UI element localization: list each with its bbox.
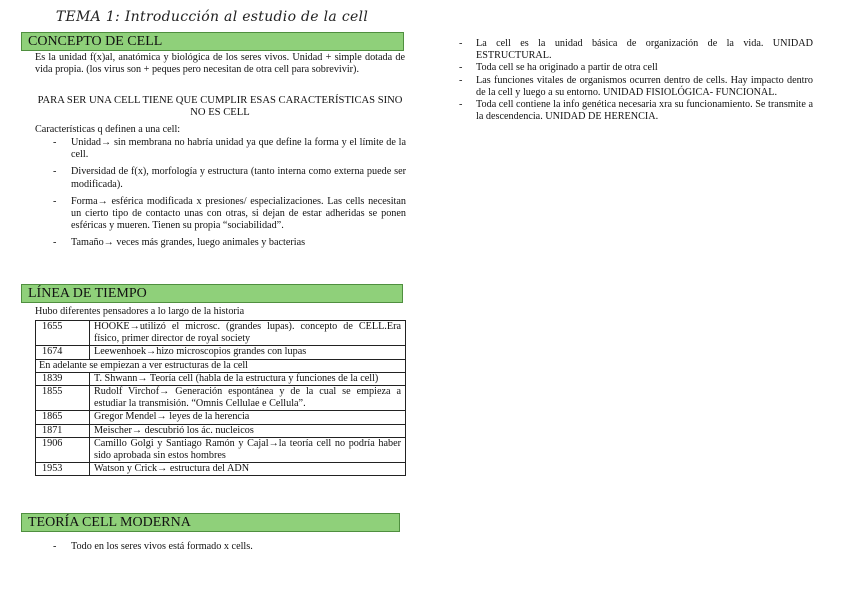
list-item: - Toda cell contiene la info genética necesaria xra su funcionamiento. Se transmite a la descendencia. UNIDAD DE HERENCIA. [456, 99, 813, 123]
timeline-year: 1865 [36, 411, 90, 424]
timeline-year: 1906 [36, 437, 90, 462]
page-title: TEMA 1: Introducción al estudio de la cell [55, 9, 369, 25]
timeline-year: 1855 [36, 386, 90, 411]
list-item: - La cell es la unidad básica de organización de la vida. UNIDAD ESTRUCTURAL. [456, 38, 813, 62]
list-item: - Forma→ esférica modificada x presiones/ especializaciones. Las cells necesitan un cierto tipo de contacto unas con otras, si dejan de estar adheridas se ponen esféricas y mueren. Tienen su propia “sociabilidad”. [35, 196, 406, 233]
list-item: - Unidad→ sin membrana no habría unidad ya que define la forma y el límite de la cell. [35, 137, 406, 161]
table-row [36, 411, 406, 424]
concepto-lead: Características q definen a una cell: [35, 124, 181, 135]
list-item: - Tamaño→ veces más grandes, luego animales y bacterias [35, 237, 406, 249]
concepto-heading: PARA SER UNA CELL TIENE QUE CUMPLIR ESAS CARACTERÍSTICAS SINO NO ES CELL [37, 95, 403, 119]
timeline-text: Watson y Crick→ estructura del ADN [90, 463, 406, 476]
table-row [36, 359, 406, 372]
concepto-list [35, 137, 406, 250]
section-header-teoria: TEORÍA CELL MODERNA [21, 513, 400, 532]
table-row [36, 372, 406, 385]
list-item: - Todo en los seres vivos está formado x cells. [35, 541, 406, 553]
timeline-table [35, 320, 406, 476]
timeline-text: Meischer→ descubrió los ác. nucleicos [90, 424, 406, 437]
section-header-linea: LÍNEA DE TIEMPO [21, 284, 403, 303]
teoria-list [35, 541, 406, 553]
timeline-year: 1655 [36, 321, 90, 346]
timeline-text: Gregor Mendel→ leyes de la herencia [90, 411, 406, 424]
timeline-year: 1871 [36, 424, 90, 437]
timeline-text: Leewenhoek→hizo microscopios grandes con lupas [90, 346, 406, 359]
section-header-concepto: CONCEPTO DE CELL [21, 32, 404, 51]
concepto-intro: Es la unidad f(x)al, anatómica y biológica de los seres vivos. Unidad + simple dotada de vida propia. (los virus son + peques pero necesitan de otra cell para sobrevivir). [35, 52, 405, 76]
timeline-year: 1953 [36, 463, 90, 476]
table-row [36, 424, 406, 437]
list-item: - Diversidad de f(x), morfología y estructura (tanto interna como externa puede ser modificada). [35, 166, 406, 190]
table-row [36, 386, 406, 411]
table-row [36, 437, 406, 462]
timeline-text: HOOKE→utilizó el microsc. (grandes lupas). concepto de CELL.Era físico, primer director de royal society [90, 321, 406, 346]
timeline-year: 1839 [36, 372, 90, 385]
table-row [36, 346, 406, 359]
timeline-text: Camillo Golgi y Santiago Ramón y Cajal→la teoría cell no podría haber sido aprobada sin estos hombres [90, 437, 406, 462]
timeline-span-text: En adelante se empiezan a ver estructuras de la cell [36, 359, 406, 372]
timeline-text: T. Shwann→ Teoría cell (habla de la estructura y funciones de la cell) [90, 372, 406, 385]
right-column-list [456, 38, 813, 123]
linea-lead: Hubo diferentes pensadores a lo largo de la historia [35, 306, 245, 317]
list-item: - Toda cell se ha originado a partir de otra cell [456, 62, 813, 74]
table-row [36, 463, 406, 476]
timeline-year: 1674 [36, 346, 90, 359]
timeline-text: Rudolf Virchof→ Generación espontánea y de la cual se empieza a estudiar la transmisión. “Omnis Cellulae e Cellula”. [90, 386, 406, 411]
table-row [36, 321, 406, 346]
list-item: - Las funciones vitales de organismos ocurren dentro de cells. Hay impacto dentro de la cell y luego a su entorno. UNIDAD FISIOLÓGICA- FUNCIONAL. [456, 75, 813, 99]
